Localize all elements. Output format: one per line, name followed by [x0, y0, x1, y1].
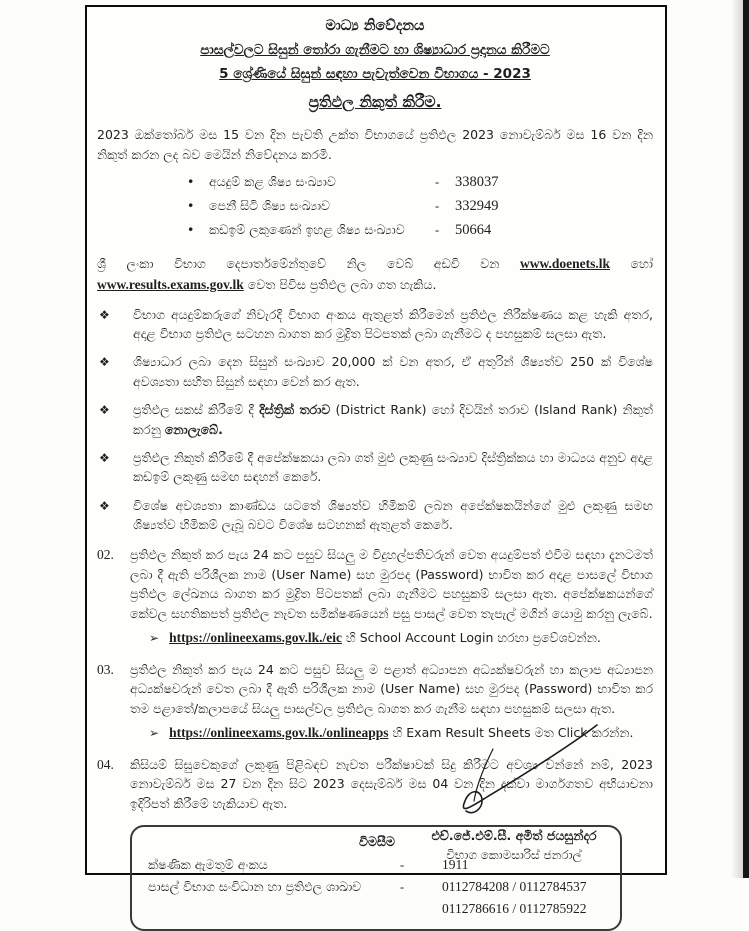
- stat-label: පෙනී සිටි ශිෂ්‍ය සංඛ්‍යාව: [209, 198, 331, 213]
- item-number: 02.: [97, 547, 114, 563]
- item-text: ප්‍රතිඵල නිකුත් කර පැය 24 කට පසුව සියලු ම පළාත් අධ්‍යාපන අධ්‍යක්ෂවරුන් හා කලාප අධ්‍යාපන අධ්‍යක්ෂවරුන් වෙත ලබා දී ඇති පරිශීලක නාම (User Name) සහ මුරපද (Password) භාවිත කර තම පළාතේ/කලාපයේ සියලු පාසල්වල ප්‍රතිඵල බාගත කර ගැනීම සඳහා පහසුකම් සලසා ඇත.: [130, 661, 653, 716]
- contact-value: 1911: [442, 857, 469, 873]
- note-marks-with-cutoff: [97, 448, 653, 487]
- item-03-link-row: [149, 723, 653, 744]
- onlineapps-link[interactable]: https://onlineexams.gov.lk./onlineapps: [169, 724, 389, 740]
- diamond-icon: ❖: [99, 498, 110, 513]
- stat-row-applied: [187, 171, 653, 195]
- signatory-name: එච්.ජේ.එම්.සී. අමිත් ජයසුන්දර: [431, 828, 597, 844]
- website-paragraph: [97, 254, 653, 296]
- contact-value: 0112786616 / 0112785922: [442, 900, 587, 916]
- scan-right-edge: [743, 0, 749, 878]
- note-no-ranks: [97, 400, 653, 439]
- document-border: [85, 5, 667, 916]
- website-paragraph-pre: ශ්‍රී ලංකා විභාග දෙපාර්තමේන්තුවේ නිල වෙබ් අඩවි වන: [97, 255, 520, 271]
- contact-label: පාසල් විභාග සංවිධාන හා ප්‍රතිඵල ශාඛාව: [148, 879, 362, 894]
- item-text: කිසියම් සිසුවෙකුගේ ලකුණු පිළිබඳව නැවත පරීක්ෂාවක් සිදු කිරීමට අවශ්‍ය වන්නේ නම්, 2023 නොවැම්බර් මස 27 වන දින සිට 2023 දෙසැම්බර් මස 04 වන දින දක්වා මාර්ගගතව අභියාචනා ඉදිරිපත් කිරීමේ හැකියාව ඇත.: [130, 756, 653, 811]
- bullet-icon: •: [187, 221, 195, 237]
- doenets-link[interactable]: www.doenets.lk: [519, 255, 610, 271]
- item-02-link-tail: හි School Account Login හරහා ප්‍රවේශවන්න.: [341, 629, 601, 645]
- stat-value: 332949: [455, 198, 499, 214]
- bullet-icon: •: [187, 174, 195, 190]
- note-scholarship-count: [97, 352, 653, 391]
- stat-row-sat: [187, 195, 653, 219]
- arrow-icon: ➢: [149, 630, 160, 645]
- stat-dash: -: [435, 222, 440, 237]
- note-text-district-rank: දිස්ත්‍රික් තරාව: [259, 402, 331, 418]
- website-paragraph-mid: හෝ: [609, 255, 653, 271]
- header-exam-name: 5 ශ්‍රේණියේ සිසුන් සඳහා පැවැත්වෙන විභාගය - 2023: [219, 66, 531, 83]
- item-03-directors: [97, 660, 653, 718]
- item-02-link-row: [149, 628, 653, 649]
- stat-value: 338037: [455, 174, 499, 191]
- diamond-icon: ❖: [99, 450, 110, 465]
- item-04-appeals: [97, 755, 653, 813]
- signatory-title: විභාග කොමසාරිස් ජනරාල්: [446, 848, 582, 863]
- stats-list: [187, 171, 653, 243]
- item-02-principals: [97, 545, 653, 623]
- item-text: ප්‍රතිඵල නිකුත් කර පැය 24 කට පසුව සියලු ම විදුහල්පතිවරුන් වෙත අයදුම්පත් එවීම සඳහා දැනටමත් ලබා දී ඇති පරිශීලක නාම (User Name) සහ මුරපද (Password) භාවිත කර අදාළ පාසලේ විභාග ප්‍රතිඵල ලේඛනය බාගත කර මුද්‍රිත පිටපතක් ලබා ගැනීමට පහසුකම් සලසා ඇත. අපේක්ෂකයන්ගේ කේවල සහතිකපත් ප්‍රතිඵල නැවත සමීක්ෂණයෙන් පසු පාසල් වෙත තැපැල් මගින් යොමු කරනු ලැබේ.: [130, 547, 653, 621]
- contact-value: 0112784208 / 0112784537: [442, 879, 587, 894]
- note-special-needs: [97, 496, 653, 535]
- item-number: 03.: [97, 661, 114, 677]
- diamond-icon: ❖: [99, 355, 110, 370]
- contact-dash: -: [400, 858, 405, 873]
- contact-row-branch-2: [148, 898, 606, 920]
- page-title: ප්‍රතිඵල නිකුත් කිරීම.: [308, 93, 442, 112]
- note-text: විභාග අයදුම්කරුගේ නිවැරදි විභාග අංකය ඇතුළත් කිරීමෙන් ප්‍රතිඵල නිරීක්ෂණය කළ හැකි අතර, අදාළ විභාග ප්‍රතිඵල සටහන බාගත කර මුද්‍රිත පිටපතක් ලබා ගැනීමට ද පහසුකම් සලසා ඇත.: [133, 306, 653, 342]
- website-paragraph-post: වෙත පිවිස ප්‍රතිඵල ලබා ගත හැකිය.: [243, 276, 437, 292]
- contact-dash: -: [400, 880, 405, 894]
- header-media-release: මාධ්‍ය නිවේදනය: [325, 18, 425, 34]
- header-exam-purpose: පාසල්වලට සිසුන් තෝරා ගැනීමට හා ශිෂ්‍යාධාර ප්‍රදානය කිරීමට: [200, 42, 550, 59]
- intro-paragraph: 2023 ඔක්තෝබර් මස 15 වන දින පැවති උක්ත විභාගයේ ප්‍රතිඵල 2023 නොවැම්බර් මස 16 වන දින නිකුත් කරන ලද බව මෙයින් නිවේදනය කරමි.: [97, 127, 653, 162]
- stat-label: අයදුම් කළ ශිෂ්‍ය සංඛ්‍යාව: [209, 174, 336, 190]
- item-03-link-tail: හි Exam Result Sheets මත Click කරන්න.: [388, 724, 634, 740]
- scan-right-shadow: [731, 0, 743, 878]
- note-text-pre: ප්‍රතිඵල සකස් කිරීමේ දී: [133, 402, 260, 418]
- diamond-icon: ❖: [99, 307, 110, 322]
- contact-label: ක්ෂණික ඇමතුම් අංකය: [148, 857, 268, 873]
- note-text-mid: (District Rank) හෝ දිවයින් තරාව (Island Rank) නිකුත් කරනු: [133, 402, 654, 437]
- stat-dash: -: [435, 175, 440, 190]
- arrow-icon: ➢: [149, 725, 160, 740]
- signature-block: [389, 826, 639, 865]
- eic-link[interactable]: https://onlineexams.gov.lk./eic: [169, 629, 342, 645]
- stat-row-above-cutoff: [187, 219, 653, 243]
- note-text: ප්‍රතිඵල නිකුත් කිරීමේ දී අපේක්ෂකයා ලබා ගත් මුළු ලකුණු සංඛ්‍යාව දිස්ත්‍රික්කය හා මාධ්‍යය අනුව අදාළ කඩඉම් ලකුණු සමඟ සඳහන් කෙරේ.: [133, 449, 653, 485]
- stat-value: 50664: [455, 221, 492, 238]
- item-number: 04.: [97, 756, 114, 772]
- note-exam-number: [97, 305, 653, 344]
- bullet-icon: •: [187, 198, 195, 213]
- contact-row-branch: [148, 876, 606, 898]
- stat-label: කඩඉම් ලකුණෙන් ඉහළ ශිෂ්‍ය සංඛ්‍යාව: [209, 221, 405, 237]
- note-text: ශිෂ්‍යාධාර ලබා දෙන සිසුන් සංඛ්‍යාව 20,000 ක් වන අතර, ඒ අතුරින් ශිෂ්‍යත්ව 250 ක් විශේෂ අවශ්‍යතා සහිත සිසුන් සඳහා වෙන් කර ඇත.: [133, 354, 653, 389]
- stat-dash: -: [435, 199, 440, 213]
- diamond-icon: ❖: [99, 403, 110, 418]
- results-site-link[interactable]: www.results.exams.gov.lk: [97, 276, 244, 292]
- note-text-not-issued: නොලැබේ.: [164, 421, 223, 437]
- note-text: විශේෂ අවශ්‍යතා කාණ්ඩය යටතේ ශිෂ්‍යත්ව හිමිකම් ලබන අපේක්ෂකයින්ගේ මුළු ලකුණු සමඟ ශිෂ්‍යත්ව හිමිකම් ලැබූ බවට විශේෂ සටහනක් ඇතුළත් කෙරේ.: [133, 497, 653, 533]
- contact-title: විමසීම: [359, 834, 395, 850]
